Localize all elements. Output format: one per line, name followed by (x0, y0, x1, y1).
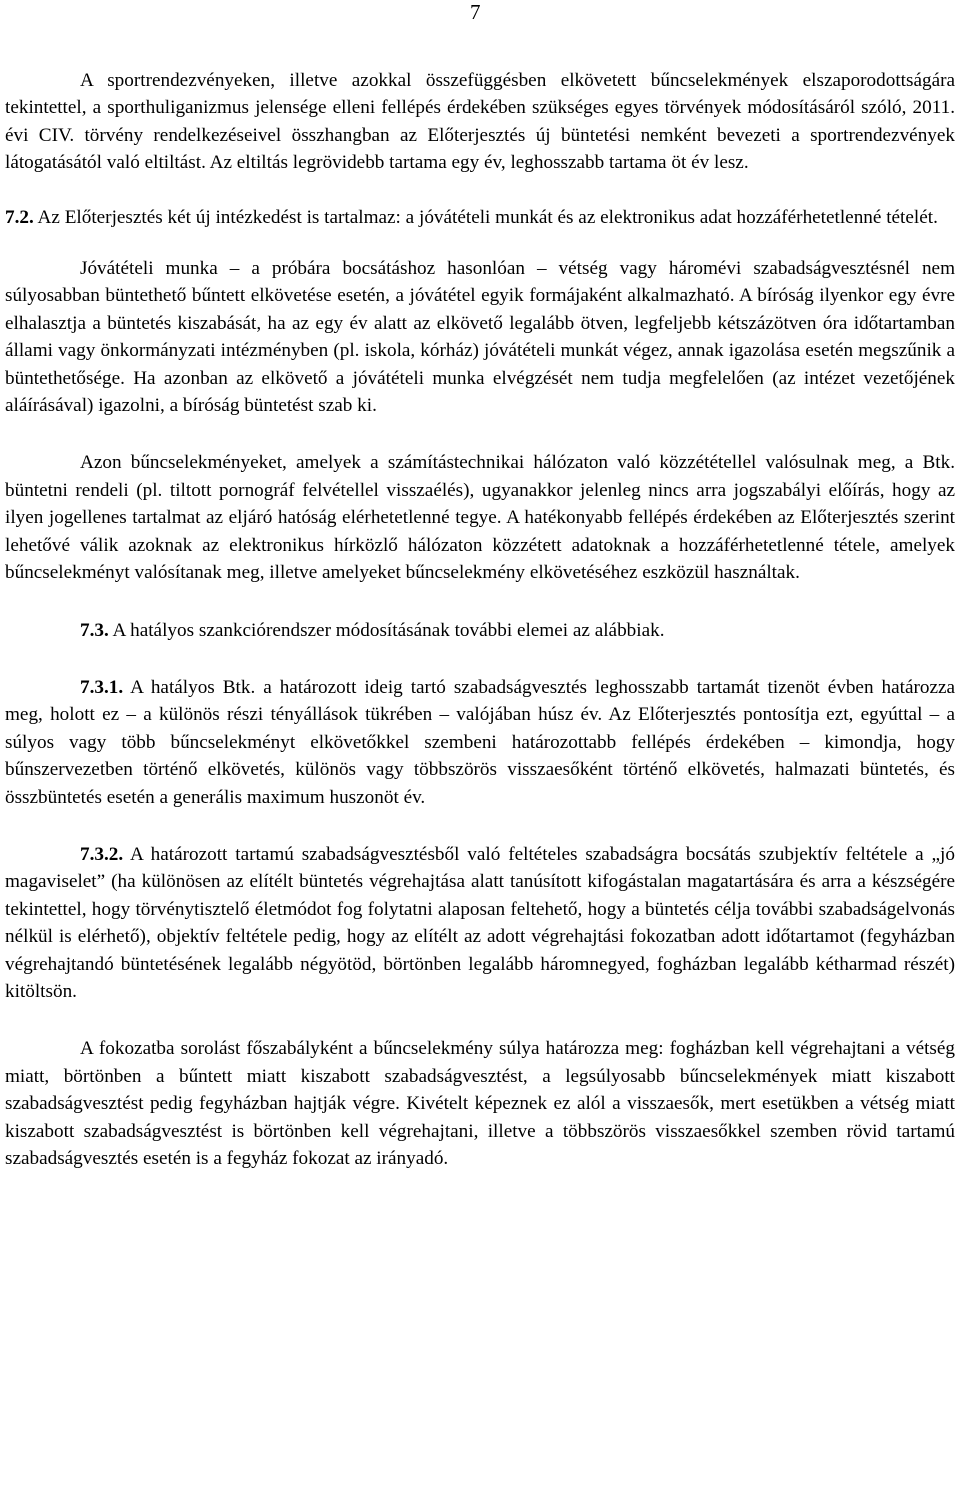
paragraph-text: A hatályos Btk. a határozott ideig tartó szabadságvesztés leghosszabb tartamát tizenöt évben határozza meg, holott ez – a különös részi tényállások tükrében – valójában húsz év. Az Előterjesztés pontosítja ezt, egyúttal – a súlyos vagy több bűncselekményt elkövetőkkel szembeni határozottabb fellépés érdekében – kimondja, hogy bűnszervezetben történő elkövetés, különös vagy többszörös visszaesőként történő elkövetés, halmazati büntetés, és összbüntetés esetén a generális maximum huszonöt év. (5, 676, 955, 808)
paragraph-7-3 (5, 617, 955, 644)
paragraph-7-3-1 (5, 674, 955, 811)
paragraph-text: A sportrendezvényeken, illetve azokkal összefüggésben elkövetett bűncselekmények elszaporodottságára tekintettel, a sporthuliganizmus jelensége elleni fellépés érdekében szükséges egyes törvények módosításáról szóló, 2011. évi CIV. törvény rendelkezéseivel összhangban az Előterjesztés új büntetési nemként bevezeti a sportrendezvények látogatásától való eltiltást. Az eltiltás legrövidebb tartama egy év, leghosszabb tartama öt év lesz. (5, 70, 955, 174)
paragraph-text: A határozott tartamú szabadságvesztésből való feltételes szabadságra bocsátás szubjektív feltétele a „jó magaviselet” (ha különösen az elítélt büntetés végrehajtása alatt tanúsított kifogástalan magatartására és arra a készségére tekintettel, hogy törvénytisztelő életmódot fog folytatni alaposan feltehető, hogy a büntetés célja további szabadságelvonás nélkül is elérhető), objektív feltétele pedig, hogy az elítélt az adott végrehajtási fokozatban adott időtartamot (fegyházban végrehajtandó büntetésének legalább négyötöd, börtönben legalább háromnegyed, fogházban legalább kétharmad részét) kitöltsön. (5, 843, 955, 1002)
page-number: 7 (470, 0, 481, 24)
paragraph-text: A hatályos szankciórendszer módosításának további elemei az alábbiak. (108, 619, 665, 641)
section-number: 7.3.2. (80, 843, 124, 865)
paragraph-sport-ban (5, 67, 955, 177)
paragraph-restorative-work (5, 255, 955, 419)
paragraph-text: Azon bűncselekményeket, amelyek a számítástechnikai hálózaton való közzététellel valósulnak meg, a Btk. büntetni rendeli (pl. tiltott pornográf felvétellel visszaélés), ugyanakkor jelenleg nincs arra jogszabályi előírás, hogy az ilyen jogellenes tartalmat az eljáró hatóság elérhetetlenné tegye. A hatékonyabb fellépés érdekében az Előterjesztés szerint lehetővé válik azoknak az elektronikus hírközlő hálózaton közzétett adatoknak a hozzáférhetetlenné tétele, amelyek bűncselekményt valósítanak meg, illetve amelyeket bűncselekmény elkövetéséhez eszközül használtak. (5, 452, 955, 584)
section-number: 7.3.1. (80, 676, 124, 698)
paragraph-electronic-data (5, 449, 955, 586)
paragraph-text: Jóvátételi munka – a próbára bocsátáshoz hasonlóan – vétség vagy háromévi szabadságvesztésnél nem súlyosabban büntethető bűntett elkövetése esetén, a jóvátétel egyik formájaként alkalmazható. A bíróság ilyenkor egy évre elhalasztja a büntetés kiszabását, ha az egy év alatt az elkövető legalább ötven, legfeljebb kétszázötven óra időtartamban állami vagy önkormányzati intézményben (pl. iskola, kórház) jóvátételi munkát végez, annak igazolása esetén megszűnik a büntethetősége. Ha azonban az elkövető a jóvátételi munka elvégzését nem tudja megfelelően (az intézet vezetőjének aláírásával) igazolni, a bíróság büntetést szab ki. (5, 258, 955, 417)
paragraph-text: A fokozatba sorolást főszabályként a bűncselekmény súlya határozza meg: fogházban kell végrehajtani a vétség miatt, börtönben a bűntett miatt kiszabott szabadságvesztést, a legsúlyosabb bűncselekmények miatt kiszabott szabadságvesztést pedig fegyházban hajtják végre. Kivételt képeznek ez alól a visszaesők, mert esetükben a vétség miatt kiszabott szabadságvesztést is börtönben kell végrehajtani, illetve a többszörös visszaesőkkel szemben rövid tartamú szabadságvesztés esetén is a fegyház fokozat az irányadó. (5, 1038, 955, 1169)
paragraph-7-2 (5, 204, 955, 231)
document-body (5, 67, 955, 1172)
section-number: 7.2. (5, 206, 34, 228)
paragraph-7-3-2 (5, 841, 955, 1005)
section-number: 7.3. (80, 619, 109, 641)
paragraph-text: Az Előterjesztés két új intézkedést is tartalmaz: a jóvátételi munkát és az elektronikus adat hozzáférhetetlenné tételét. (33, 206, 938, 228)
paragraph-classification (5, 1035, 955, 1172)
